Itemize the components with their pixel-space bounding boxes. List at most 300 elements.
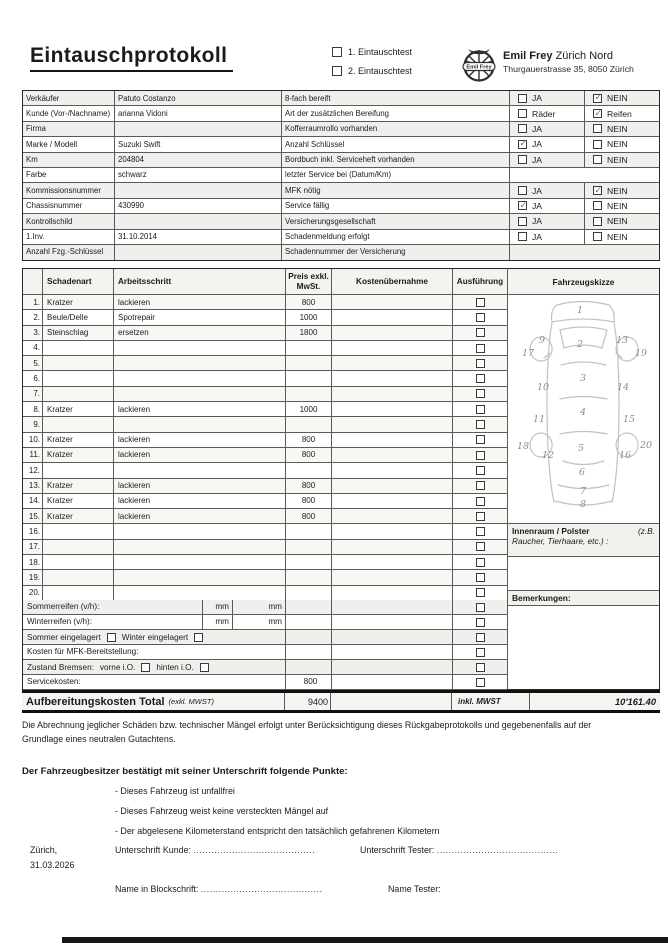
field-label-2: Bordbuch inkl. Serviceheft vorhanden bbox=[282, 153, 510, 168]
ausfuehrung-cell bbox=[453, 555, 507, 570]
row-number: 5. bbox=[23, 356, 43, 371]
schadenart-value[interactable]: Kratzer bbox=[43, 402, 114, 417]
col-schadenart: Schadenart bbox=[43, 269, 114, 295]
preis-value[interactable]: 1000 bbox=[286, 310, 332, 325]
confirmation-point: - Dieses Fahrzeug weist keine versteckten Mängel auf bbox=[115, 806, 329, 816]
preis-value[interactable]: 800 bbox=[286, 295, 332, 310]
field-label: Anzahl Fzg.-Schlüssel bbox=[23, 245, 115, 260]
bremsen-hinten-checkbox[interactable] bbox=[200, 663, 209, 672]
ausfuehrung-cell bbox=[453, 448, 507, 463]
preis-value[interactable] bbox=[286, 356, 332, 371]
kostenuebernahme-cell[interactable] bbox=[332, 463, 453, 478]
field-value[interactable] bbox=[115, 245, 282, 260]
signature-blockschrift bbox=[115, 884, 322, 894]
schadenart-value[interactable] bbox=[43, 341, 114, 356]
ausfuehrung-checkbox[interactable] bbox=[476, 359, 485, 368]
option-label: Räder bbox=[532, 108, 556, 119]
sketch-number: 7 bbox=[580, 486, 587, 497]
preis-value[interactable] bbox=[286, 387, 332, 402]
kostenuebernahme-cell[interactable] bbox=[332, 371, 453, 386]
checkbox-ja[interactable] bbox=[518, 217, 527, 226]
ausfuehrung-cell bbox=[453, 586, 507, 601]
checkbox-ja[interactable] bbox=[518, 94, 527, 103]
signature-city: Zürich, bbox=[30, 845, 58, 855]
ausfuehrung-checkbox[interactable] bbox=[476, 497, 485, 506]
info-row bbox=[23, 199, 659, 214]
ausfuehrung-checkbox[interactable] bbox=[476, 558, 485, 567]
arbeitsschritt-value[interactable]: lackieren bbox=[114, 402, 286, 417]
info-row bbox=[23, 214, 659, 229]
preis-value[interactable] bbox=[286, 371, 332, 386]
info-row bbox=[23, 137, 659, 152]
ausfuehrung-checkbox[interactable] bbox=[476, 542, 485, 551]
field-value[interactable]: schwarz bbox=[115, 168, 282, 183]
ausfuehrung-cell bbox=[453, 371, 507, 386]
ausfuehrung-checkbox[interactable] bbox=[476, 648, 485, 657]
option-label: NEIN bbox=[607, 154, 628, 165]
empty-cell bbox=[332, 645, 453, 659]
schadenart-value[interactable] bbox=[43, 417, 114, 432]
checkbox-ja[interactable] bbox=[518, 124, 527, 133]
checkbox-nein[interactable] bbox=[593, 124, 602, 133]
field-label-2: letzter Service bei (Datum/Km) bbox=[282, 168, 510, 183]
preis-value[interactable]: 800 bbox=[286, 494, 332, 509]
servicekosten-row bbox=[23, 675, 507, 690]
ausfuehrung-cell bbox=[453, 540, 507, 555]
disclaimer-text: Die Abrechnung jeglicher Schäden bzw. technischer Mängel erfolgt unter Berücksichtigung dieses Rückgabeprotokolls und gegebenenfalls auf der Grundlage eines neutralen Gutachtens. bbox=[22, 720, 592, 744]
schadenart-value[interactable] bbox=[43, 555, 114, 570]
option-cell bbox=[510, 91, 585, 106]
field-label-2: Schadenmeldung erfolgt bbox=[282, 230, 510, 245]
preis-value[interactable] bbox=[286, 417, 332, 432]
eintauschtest-2-row bbox=[332, 66, 412, 76]
kostenuebernahme-cell[interactable] bbox=[332, 417, 453, 432]
company-address: Thurgauerstrasse 35, 8050 Zürich bbox=[503, 64, 634, 74]
col-number bbox=[23, 269, 43, 295]
empty-cell bbox=[286, 645, 332, 659]
empty-cell bbox=[332, 600, 453, 614]
option-cell bbox=[510, 183, 585, 198]
damage-row bbox=[23, 295, 507, 310]
field-label: Verkäufer bbox=[23, 91, 115, 106]
field-label: Km bbox=[23, 153, 115, 168]
kostenuebernahme-cell[interactable] bbox=[332, 433, 453, 448]
col-arbeitsschritt: Arbeitsschritt bbox=[114, 269, 286, 295]
sketch-number: 1 bbox=[577, 305, 584, 316]
arbeitsschritt-value[interactable] bbox=[114, 341, 286, 356]
kostenuebernahme-cell[interactable] bbox=[332, 387, 453, 402]
row-number: 3. bbox=[23, 326, 43, 341]
ausfuehrung-checkbox[interactable] bbox=[476, 313, 485, 322]
ausfuehrung-checkbox[interactable] bbox=[476, 374, 485, 383]
damage-row bbox=[23, 356, 507, 371]
ausfuehrung-checkbox[interactable] bbox=[476, 466, 485, 475]
arbeitsschritt-value[interactable]: Spotrepair bbox=[114, 310, 286, 325]
arbeitsschritt-value[interactable]: lackieren bbox=[114, 479, 286, 494]
eintauschtest-1-row bbox=[332, 47, 412, 57]
ausfuehrung-cell bbox=[453, 341, 507, 356]
schadenart-value[interactable]: Kratzer bbox=[43, 448, 114, 463]
schadenart-value[interactable] bbox=[43, 371, 114, 386]
empty-cell bbox=[286, 615, 332, 629]
field-value[interactable] bbox=[115, 122, 282, 137]
ausfuehrung-checkbox[interactable] bbox=[476, 420, 485, 429]
ausfuehrung-cell bbox=[453, 509, 507, 524]
ausfuehrung-checkbox[interactable] bbox=[476, 573, 485, 582]
checkbox-nein[interactable] bbox=[593, 94, 602, 103]
option-cell bbox=[585, 153, 659, 168]
arbeitsschritt-value[interactable]: ersetzen bbox=[114, 326, 286, 341]
kostenuebernahme-cell[interactable] bbox=[332, 509, 453, 524]
ausfuehrung-cell bbox=[453, 295, 507, 310]
arbeitsschritt-value[interactable] bbox=[114, 371, 286, 386]
option-label: NEIN bbox=[607, 216, 628, 227]
row-number: 6. bbox=[23, 371, 43, 386]
right-column bbox=[507, 268, 660, 690]
field-value[interactable]: 31.10.2014 bbox=[115, 230, 282, 245]
damage-row bbox=[23, 433, 507, 448]
arbeitsschritt-value[interactable]: lackieren bbox=[114, 509, 286, 524]
checkbox-ja[interactable] bbox=[518, 140, 527, 149]
sketch-number: 15 bbox=[623, 414, 636, 425]
field-value[interactable]: Patuto Costanzo bbox=[115, 91, 282, 106]
winterreifen-row bbox=[23, 615, 507, 630]
schadenart-value[interactable]: Kratzer bbox=[43, 295, 114, 310]
option-label: NEIN bbox=[607, 200, 628, 211]
servicekosten-preis[interactable]: 800 bbox=[286, 675, 332, 689]
arbeitsschritt-value[interactable] bbox=[114, 586, 286, 601]
field-label: 1.Inv. bbox=[23, 230, 115, 245]
emil-frey-logo-icon bbox=[460, 47, 498, 88]
ausfuehrung-checkbox[interactable] bbox=[476, 481, 485, 490]
svg-text:Emil Frey: Emil Frey bbox=[466, 64, 492, 71]
ausfuehrung-checkbox[interactable] bbox=[476, 389, 485, 398]
row-number: 9. bbox=[23, 417, 43, 432]
schadenart-value[interactable] bbox=[43, 586, 114, 601]
sommerreifen-label: Sommerreifen (v/h): bbox=[23, 600, 203, 614]
schadenart-value[interactable]: Beule/Delle bbox=[43, 310, 114, 325]
kostenuebernahme-cell[interactable] bbox=[332, 341, 453, 356]
checkbox-nein[interactable] bbox=[593, 155, 602, 164]
row-number: 12. bbox=[23, 463, 43, 478]
field-label-2: Anzahl Schlüssel bbox=[282, 137, 510, 152]
ausfuehrung-cell bbox=[453, 570, 507, 585]
kostenuebernahme-cell[interactable] bbox=[332, 570, 453, 585]
sketch-number: 2 bbox=[577, 339, 584, 350]
schadenart-value[interactable] bbox=[43, 524, 114, 539]
info-row bbox=[23, 245, 659, 260]
ausfuehrung-cell bbox=[453, 645, 507, 659]
arbeitsschritt-value[interactable] bbox=[114, 417, 286, 432]
ausfuehrung-cell bbox=[453, 463, 507, 478]
arbeitsschritt-value[interactable] bbox=[114, 524, 286, 539]
bemerkungen-input-area[interactable] bbox=[508, 606, 659, 689]
option-cell bbox=[510, 137, 585, 152]
kostenuebernahme-cell[interactable] bbox=[332, 540, 453, 555]
damage-row bbox=[23, 524, 507, 539]
sketch-number: 11 bbox=[533, 414, 546, 425]
kostenuebernahme-cell[interactable] bbox=[332, 555, 453, 570]
schadenart-value[interactable] bbox=[43, 570, 114, 585]
preis-value[interactable] bbox=[286, 586, 332, 601]
schadenart-value[interactable]: Steinschlag bbox=[43, 326, 114, 341]
col-kostenuebernahme: Kostenübernahme bbox=[332, 269, 453, 295]
checkbox-nein[interactable] bbox=[593, 201, 602, 210]
signature-tester-label: Unterschrift Tester: bbox=[360, 845, 435, 855]
row-number: 13. bbox=[23, 479, 43, 494]
checkbox-nein[interactable] bbox=[593, 217, 602, 226]
ausfuehrung-checkbox[interactable] bbox=[476, 603, 485, 612]
damage-row bbox=[23, 341, 507, 356]
preis-value[interactable]: 800 bbox=[286, 448, 332, 463]
option-cell bbox=[510, 122, 585, 137]
checkbox-nein[interactable] bbox=[593, 232, 602, 241]
row-number: 7. bbox=[23, 387, 43, 402]
ausfuehrung-checkbox[interactable] bbox=[476, 344, 485, 353]
signature-kunde bbox=[115, 845, 315, 855]
confirmation-point: - Dieses Fahrzeug ist unfallfrei bbox=[115, 786, 235, 796]
kostenuebernahme-cell[interactable] bbox=[332, 479, 453, 494]
info-row bbox=[23, 230, 659, 245]
option-cell bbox=[585, 106, 659, 121]
ausfuehrung-checkbox[interactable] bbox=[476, 298, 485, 307]
empty-cell bbox=[332, 660, 453, 674]
signature-kunde-line[interactable]: ......................................... bbox=[193, 845, 316, 855]
arbeitsschritt-value[interactable] bbox=[114, 570, 286, 585]
arbeitsschritt-value[interactable] bbox=[114, 356, 286, 371]
option-cell bbox=[510, 106, 585, 121]
eingelagert-cell bbox=[23, 630, 286, 644]
empty-cell bbox=[332, 615, 453, 629]
field-value[interactable] bbox=[115, 183, 282, 198]
field-value[interactable]: Suzuki Swift bbox=[115, 137, 282, 152]
checkbox-nein[interactable] bbox=[593, 140, 602, 149]
preis-value[interactable]: 800 bbox=[286, 479, 332, 494]
ausfuehrung-checkbox[interactable] bbox=[476, 328, 485, 337]
row-number: 4. bbox=[23, 341, 43, 356]
schadenart-value[interactable]: Kratzer bbox=[43, 494, 114, 509]
row-number: 2. bbox=[23, 310, 43, 325]
option-label: NEIN bbox=[607, 139, 628, 150]
checkbox-ja[interactable] bbox=[518, 201, 527, 210]
row-number: 1. bbox=[23, 295, 43, 310]
row-number: 11. bbox=[23, 448, 43, 463]
winter-eingelagert-checkbox[interactable] bbox=[194, 633, 203, 642]
arbeitsschritt-value[interactable]: lackieren bbox=[114, 494, 286, 509]
eintauschtest-1-checkbox[interactable] bbox=[332, 47, 342, 57]
damage-row bbox=[23, 570, 507, 585]
kostenuebernahme-cell[interactable] bbox=[332, 310, 453, 325]
field-label: Chassisnummer bbox=[23, 199, 115, 214]
row-number: 19. bbox=[23, 570, 43, 585]
vehicle-sketch bbox=[508, 295, 659, 524]
empty-cell bbox=[286, 600, 332, 614]
option-label: JA bbox=[532, 185, 543, 196]
checkbox-reifen[interactable] bbox=[593, 109, 602, 118]
field-label-2: Kofferraumrollo vorhanden bbox=[282, 122, 510, 137]
ausfuehrung-cell bbox=[453, 310, 507, 325]
checkbox-ja[interactable] bbox=[518, 155, 527, 164]
preis-value[interactable]: 800 bbox=[286, 433, 332, 448]
ausfuehrung-cell bbox=[453, 356, 507, 371]
damage-row bbox=[23, 448, 507, 463]
ausfuehrung-checkbox[interactable] bbox=[476, 512, 485, 521]
winterreifen-mm-rear[interactable]: mm bbox=[233, 615, 286, 629]
option-label: NEIN bbox=[607, 93, 628, 104]
ausfuehrung-checkbox[interactable] bbox=[476, 678, 485, 687]
total-sublabel: (exkl. MWST) bbox=[168, 697, 214, 706]
mfk-kosten-label: Kosten für MFK-Bereitstellung: bbox=[23, 645, 286, 659]
damage-row bbox=[23, 540, 507, 555]
sketch-number: 17 bbox=[522, 348, 535, 359]
preis-value[interactable] bbox=[286, 524, 332, 539]
arbeitsschritt-value[interactable]: lackieren bbox=[114, 433, 286, 448]
sommer-eingelagert-checkbox[interactable] bbox=[107, 633, 116, 642]
field-value[interactable]: arianna Vidoni bbox=[115, 106, 282, 121]
total-label bbox=[22, 693, 285, 710]
ausfuehrung-checkbox[interactable] bbox=[476, 405, 485, 414]
kostenuebernahme-cell[interactable] bbox=[332, 448, 453, 463]
ausfuehrung-checkbox[interactable] bbox=[476, 451, 485, 460]
field-value[interactable]: 204804 bbox=[115, 153, 282, 168]
empty-cell bbox=[332, 675, 453, 689]
option-empty-cell bbox=[510, 168, 659, 183]
damage-row bbox=[23, 417, 507, 432]
field-label-2: Schadennummer der Versicherung bbox=[282, 245, 510, 260]
signature-kunde-label: Unterschrift Kunde: bbox=[115, 845, 191, 855]
ausfuehrung-cell bbox=[453, 387, 507, 402]
kostenuebernahme-cell[interactable] bbox=[332, 356, 453, 371]
preis-value[interactable] bbox=[286, 463, 332, 478]
total-amount: 9400 bbox=[285, 693, 331, 710]
schadenart-value[interactable]: Kratzer bbox=[43, 433, 114, 448]
schadenart-value[interactable] bbox=[43, 540, 114, 555]
ausfuehrung-checkbox[interactable] bbox=[476, 633, 485, 642]
winter-eingelagert-label: Winter eingelagert bbox=[121, 632, 189, 642]
kostenuebernahme-cell[interactable] bbox=[332, 586, 453, 601]
info-row bbox=[23, 91, 659, 106]
option-label: JA bbox=[532, 123, 543, 134]
schadenart-value[interactable] bbox=[43, 387, 114, 402]
servicekosten-label: Servicekosten: bbox=[23, 675, 286, 689]
arbeitsschritt-value[interactable] bbox=[114, 555, 286, 570]
damage-table-header bbox=[23, 269, 507, 295]
sketch-number: 6 bbox=[579, 467, 586, 478]
signature-date: 31.03.2026 bbox=[30, 860, 75, 870]
kostenuebernahme-cell[interactable] bbox=[332, 295, 453, 310]
checkbox-ja[interactable] bbox=[518, 186, 527, 195]
field-label-2: 8-fach bereift bbox=[282, 91, 510, 106]
field-value[interactable]: 430990 bbox=[115, 199, 282, 214]
option-label: JA bbox=[532, 200, 543, 211]
kostenuebernahme-cell[interactable] bbox=[332, 494, 453, 509]
bremsen-hinten-label: hinten i.O. bbox=[156, 662, 194, 672]
sommerreifen-mm-front[interactable]: mm bbox=[203, 600, 233, 614]
sommerreifen-row bbox=[23, 600, 507, 615]
arbeitsschritt-value[interactable] bbox=[114, 540, 286, 555]
sketch-number: 16 bbox=[619, 450, 632, 461]
option-cell bbox=[585, 91, 659, 106]
field-label: Firma bbox=[23, 122, 115, 137]
kostenuebernahme-cell[interactable] bbox=[332, 326, 453, 341]
ausfuehrung-checkbox[interactable] bbox=[476, 618, 485, 627]
sketch-number: 3 bbox=[580, 373, 587, 384]
field-value[interactable] bbox=[115, 214, 282, 229]
kostenuebernahme-cell[interactable] bbox=[332, 402, 453, 417]
damage-row bbox=[23, 555, 507, 570]
schadenart-value[interactable]: Kratzer bbox=[43, 509, 114, 524]
special-rows bbox=[22, 600, 508, 690]
eintauschtest-2-checkbox[interactable] bbox=[332, 66, 342, 76]
checkbox-räder[interactable] bbox=[518, 109, 527, 118]
signature-tester-line[interactable]: ......................................... bbox=[436, 845, 559, 855]
bremsen-vorne-checkbox[interactable] bbox=[141, 663, 150, 672]
arbeitsschritt-value[interactable]: lackieren bbox=[114, 295, 286, 310]
winterreifen-mm-front[interactable]: mm bbox=[203, 615, 233, 629]
preis-value[interactable]: 1800 bbox=[286, 326, 332, 341]
damage-row bbox=[23, 326, 507, 341]
arbeitsschritt-value[interactable] bbox=[114, 463, 286, 478]
preis-value[interactable] bbox=[286, 540, 332, 555]
damage-row bbox=[23, 586, 507, 601]
ausfuehrung-checkbox[interactable] bbox=[476, 588, 485, 597]
ausfuehrung-cell bbox=[453, 402, 507, 417]
arbeitsschritt-value[interactable] bbox=[114, 387, 286, 402]
checkbox-nein[interactable] bbox=[593, 186, 602, 195]
ausfuehrung-cell bbox=[453, 660, 507, 674]
bremsen-label: Zustand Bremsen: bbox=[27, 662, 94, 672]
option-empty-cell bbox=[510, 245, 659, 260]
field-label: Kunde (Vor-/Nachname) bbox=[23, 106, 115, 121]
field-label: Kontrollschild bbox=[23, 214, 115, 229]
schadenart-value[interactable] bbox=[43, 463, 114, 478]
preis-value[interactable] bbox=[286, 341, 332, 356]
signature-tester bbox=[360, 845, 558, 855]
damage-row bbox=[23, 494, 507, 509]
arbeitsschritt-value[interactable]: lackieren bbox=[114, 448, 286, 463]
ausfuehrung-checkbox[interactable] bbox=[476, 663, 485, 672]
signature-blockschrift-line[interactable]: ......................................... bbox=[200, 884, 323, 894]
checkbox-ja[interactable] bbox=[518, 232, 527, 241]
option-label: Reifen bbox=[607, 108, 632, 119]
schadenart-value[interactable] bbox=[43, 356, 114, 371]
preis-value[interactable] bbox=[286, 570, 332, 585]
company-name-rest: Zürich Nord bbox=[552, 50, 614, 62]
ausfuehrung-cell bbox=[453, 494, 507, 509]
kostenuebernahme-cell[interactable] bbox=[332, 524, 453, 539]
innenraum-input-area[interactable] bbox=[508, 557, 659, 591]
preis-value[interactable]: 1000 bbox=[286, 402, 332, 417]
option-cell bbox=[510, 214, 585, 229]
col-ausfuehrung: Ausführung bbox=[453, 269, 507, 295]
field-label-2: MFK nötig bbox=[282, 183, 510, 198]
option-label: JA bbox=[532, 231, 543, 242]
col-preis bbox=[286, 269, 332, 295]
preis-value[interactable]: 800 bbox=[286, 509, 332, 524]
schadenart-value[interactable]: Kratzer bbox=[43, 479, 114, 494]
preis-value[interactable] bbox=[286, 555, 332, 570]
info-row bbox=[23, 183, 659, 198]
ausfuehrung-cell bbox=[453, 479, 507, 494]
field-label-2: Versicherungsgesellschaft bbox=[282, 214, 510, 229]
damage-row bbox=[23, 509, 507, 524]
ausfuehrung-checkbox[interactable] bbox=[476, 435, 485, 444]
empty-cell bbox=[286, 630, 332, 644]
sommerreifen-mm-rear[interactable]: mm bbox=[233, 600, 286, 614]
page-title: Eintauschprotokoll bbox=[30, 44, 233, 72]
ausfuehrung-checkbox[interactable] bbox=[476, 527, 485, 536]
total-incl-amount: 10'161.40 bbox=[615, 696, 656, 707]
